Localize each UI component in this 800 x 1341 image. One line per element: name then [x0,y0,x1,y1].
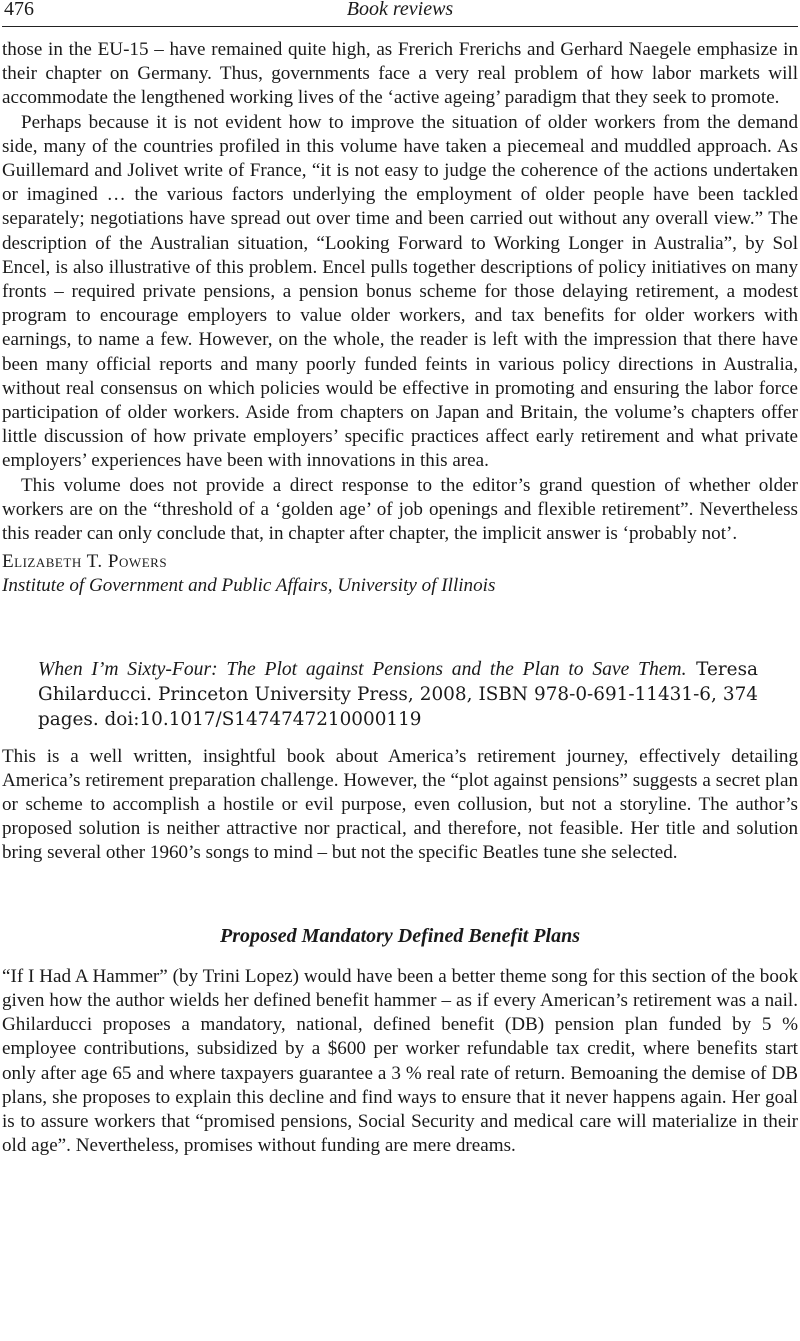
running-title: Book reviews [346,0,454,20]
book-title: When I’m Sixty-Four: The Plot against Pensions and the Plan to Save Them. [38,658,687,680]
book-details: Teresa Ghilarducci. Princeton University Press, 2008, ISBN 978-0-691-11431-6, 374 pages. doi:10.1017/S1474747210000119 [38,658,758,730]
page-number: 476 [4,0,34,20]
page-header [2,0,798,24]
review-one-paragraph-3: This volume does not provide a direct response to the editor’s grand question of whether older workers are on the “threshold of a ‘golden age’ of job openings and flexible retirement”. Nevertheless this reader can only conclude that, in chapter after chapter, the implicit answer is ‘probably not’. [2,474,798,545]
reviewer-signature [2,550,798,598]
review-two-intro-paragraph: This is a well written, insightful book about America’s retirement journey, effectively detailing America’s retirement preparation challenge. However, the “plot against pensions” suggests a secret plan or scheme to accomplish a hostile or evil purpose, even collusion, but not a storyline. The author’s proposed solution is neither attractive nor practical, and therefore, not feasible. Her title and solution bring several other 1960’s songs to mind – but not the specific Beatles tune she selected. [2,745,798,864]
review-one-paragraph-2: Perhaps because it is not evident how to improve the situation of older workers from the demand side, many of the countries profiled in this volume have taken a piecemeal and muddled approach. As Guillemard and Jolivet write of France, “it is not easy to judge the coherence of the actions undertaken or imagined … the various factors underlying the employment of older people have been tackled separately; negotiations have spread out over time and been carried out without any overall view.” The description of the Australian situation, “Looking Forward to Working Longer in Australia”, by Sol Encel, is also illustrative of this problem. Encel pulls together descriptions of policy initiatives on many fronts – required private pensions, a pension bonus scheme for those delaying retirement, a modest program to encourage employers to value older workers, and tax benefits for older workers with earnings, to name a few. However, on the whole, the reader is left with the impression that there have been many official reports and many poorly funded feints in various policy directions in Australia, without real consensus on which policies would be effective in promoting and ensuring the labor force participation of older workers. Aside from chapters on Japan and Britain, the volume’s chapters offer little discussion of how private employers’ specific practices affect early retirement and what private employers’ experiences have been with innovations in this area. [2,111,798,472]
section-heading: Proposed Mandatory Defined Benefit Plans [220,924,580,947]
review-one-body [2,38,798,546]
reviewer-affiliation: Institute of Government and Public Affairs, University of Illinois [2,575,496,597]
book-entry [2,657,798,732]
section-paragraph: “If I Had A Hammer” (by Trini Lopez) would have been a better theme song for this section of the book given how the author wields her defined benefit hammer – as if every American’s retirement was a nail. Ghilarducci proposes a mandatory, national, defined benefit (DB) pension plan funded by 5 % employee contributions, subsidized by a $600 per worker refundable tax credit, where benefits start only after age 65 and where taxpayers guarantee a 3 % real rate of return. Bemoaning the demise of DB plans, she proposes to explain this decline and find ways to ensure that it never happens again. Her goal is to assure workers that “promised pensions, Social Security and medical care will materialize in their old age”. Nevertheless, promises without funding are mere dreams. [2,965,798,1157]
header-rule [2,26,798,27]
review-two-intro [2,745,798,866]
reviewer-name: Elizabeth T. Powers [2,551,168,573]
section-body [2,965,798,1159]
review-one-paragraph-1: those in the EU-15 – have remained quite high, as Frerich Frerichs and Gerhard Naegele emphasize in their chapter on Germany. Thus, governments face a very real problem of how labor markets will accommodate the lengthened working lives of the ‘active ageing’ paradigm that they seek to promote. [2,39,798,109]
